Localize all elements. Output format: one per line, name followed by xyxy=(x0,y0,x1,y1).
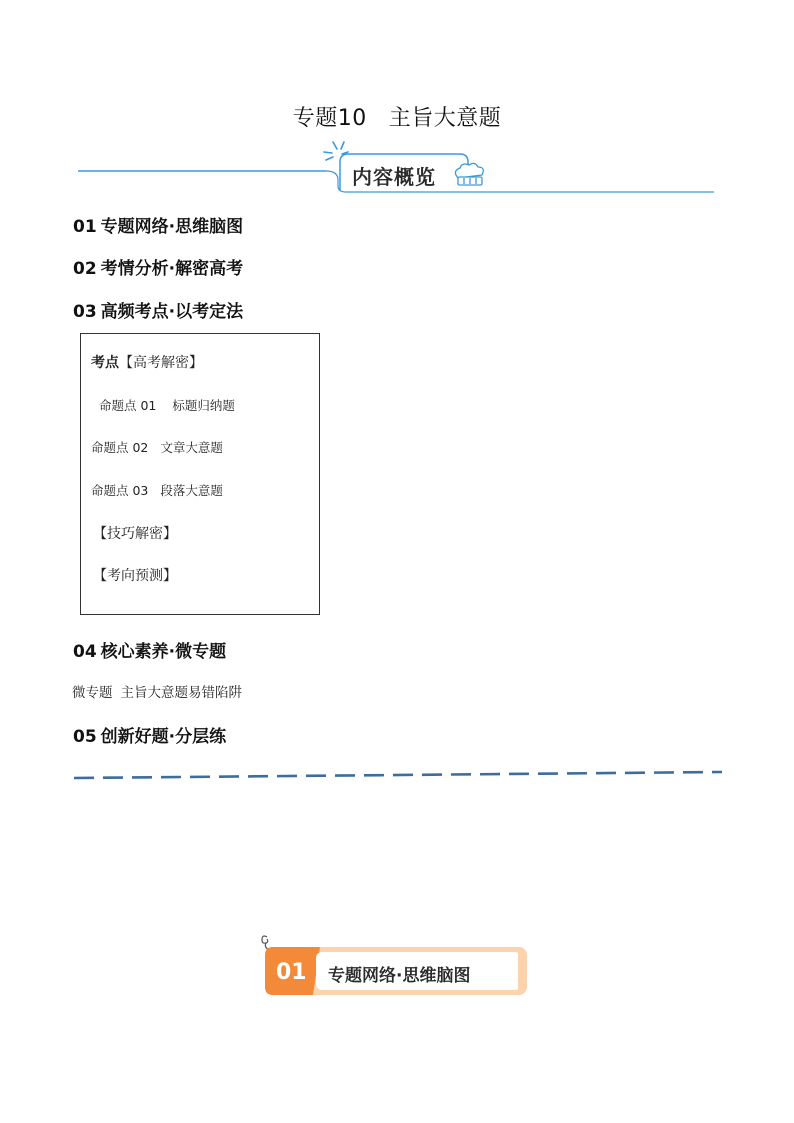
forecast-label: 【考向预测】 xyxy=(93,568,177,584)
section-heading-04: 04 核心素养·微专题 xyxy=(73,642,227,662)
title-topic-name: 主旨大意题 xyxy=(388,106,502,131)
chef-hat-icon xyxy=(455,163,483,185)
title-topic-number: 专题10 xyxy=(292,106,367,131)
toc-item: 命题点 01 标题归纳题 xyxy=(99,398,235,413)
toc-item: 命题点 03 段落大意题 xyxy=(91,483,223,498)
key-points-heading: 考点【高考解密】 xyxy=(91,355,203,371)
section-01-badge-label: 专题网络·思维脑图 xyxy=(328,966,471,986)
dashed-divider xyxy=(72,766,724,782)
section-heading-02: 02 考情分析·解密高考 xyxy=(73,259,244,279)
sparkle-icon xyxy=(324,142,348,160)
section-01-badge-number: 01 xyxy=(276,960,307,985)
toc-item: 命题点 02 文章大意题 xyxy=(91,440,223,455)
section-heading-05: 05 创新好题·分层练 xyxy=(73,727,227,747)
content-overview-label: 内容概览 xyxy=(352,165,436,189)
micro-topic-line: 微专题 主旨大意题易错陷阱 xyxy=(72,685,242,701)
page-title xyxy=(0,101,794,132)
section-heading-01: 01 专题网络·思维脑图 xyxy=(73,217,244,237)
tips-label: 【技巧解密】 xyxy=(93,526,177,542)
key-points-box xyxy=(80,333,320,615)
section-heading-03: 03 高频考点·以考定法 xyxy=(73,302,244,322)
